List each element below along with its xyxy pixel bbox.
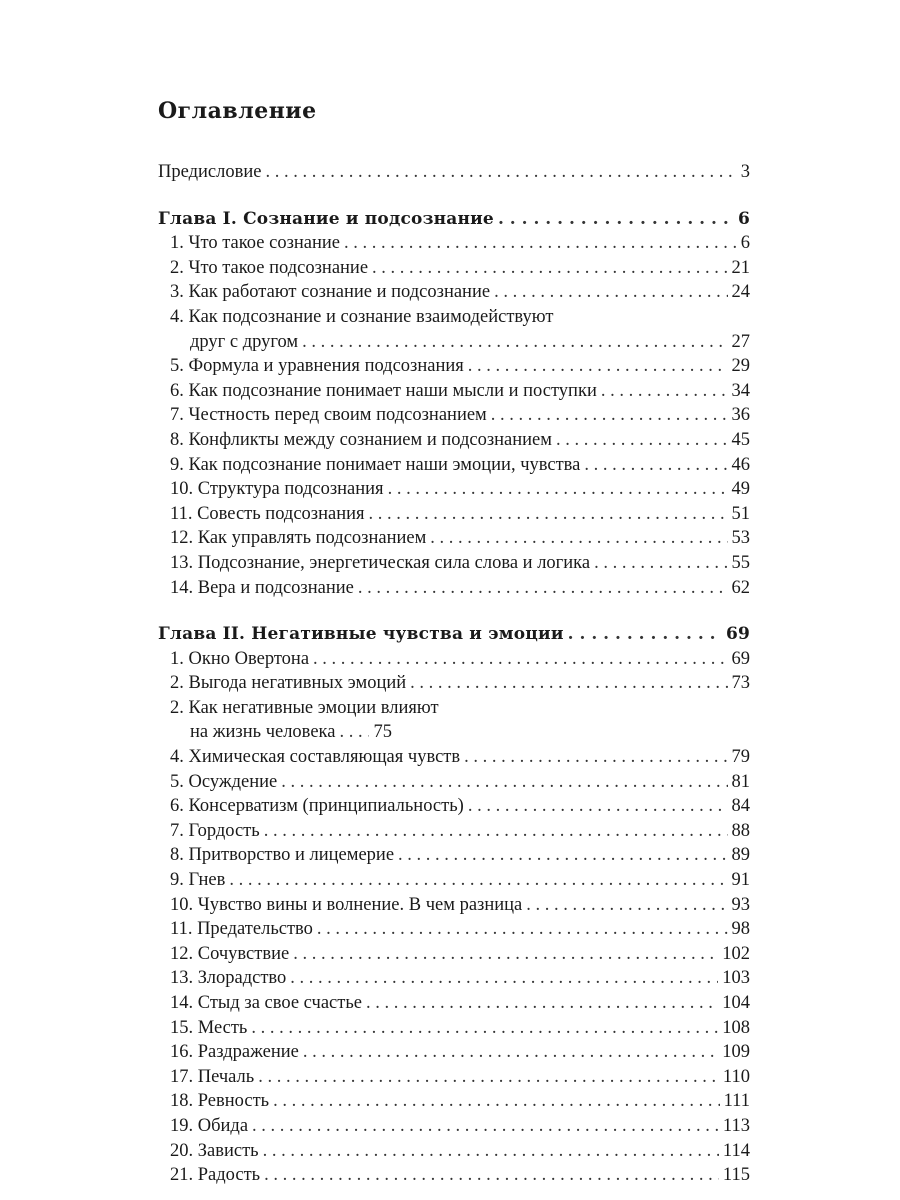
leader-dots (366, 991, 718, 1016)
toc-item-label: 6. Как подсознание понимает наши мысли и поступки (170, 380, 597, 401)
leader-dots (468, 354, 728, 379)
toc-chapter-2-heading (158, 622, 750, 647)
leader-dots (251, 1016, 718, 1041)
toc-item-page: 45 (731, 429, 750, 450)
toc-item-page: 46 (731, 454, 750, 475)
leader-dots (263, 1139, 719, 1164)
leader-dots (339, 720, 369, 745)
toc-item-label: 10. Структура подсознания (170, 479, 384, 500)
toc-item (158, 1065, 750, 1090)
toc-item-label: 21. Радость (170, 1165, 261, 1186)
leader-dots (258, 1065, 719, 1090)
table-of-contents (158, 96, 750, 1188)
toc-item-label: 5. Осуждение (170, 771, 278, 792)
leader-dots (252, 1114, 719, 1139)
toc-item-label: 10. Чувство вины и волнение. В чем разница (170, 894, 523, 915)
toc-item-continuation (158, 330, 750, 355)
toc-item (158, 696, 750, 721)
toc-item (158, 305, 750, 330)
toc-item-label: 4. Как подсознание и сознание взаимодействуют (170, 306, 554, 327)
leader-dots (430, 526, 727, 551)
toc-entry-page: 3 (740, 162, 750, 182)
toc-item-label: 13. Злорадство (170, 968, 287, 989)
toc-item-label: 8. Конфликты между сознанием и подсознанием (170, 429, 552, 450)
toc-item-page: 110 (722, 1066, 750, 1087)
toc-item-page: 103 (722, 968, 750, 989)
toc-entry-label: Предисловие (158, 162, 262, 182)
leader-dots (265, 160, 736, 185)
toc-item-continuation (158, 720, 750, 745)
toc-item-page: 81 (731, 771, 750, 792)
toc-item-page: 75 (373, 722, 392, 743)
toc-item-label: 9. Гнев (170, 870, 226, 891)
toc-item (158, 1016, 750, 1041)
leader-dots (273, 1089, 720, 1114)
toc-item-page: 102 (722, 943, 750, 964)
toc-item-label: 2. Выгода негативных эмоций (170, 673, 407, 694)
toc-item-page: 114 (722, 1140, 750, 1161)
toc-item-page: 89 (731, 845, 750, 866)
chapter-label: Глава I. Сознание и подсознание (158, 208, 494, 229)
toc-item (158, 1089, 750, 1114)
toc-item-label: 11. Совесть подсознания (170, 503, 365, 524)
toc-item-label: 19. Обида (170, 1115, 249, 1136)
toc-item-label: 7. Гордость (170, 820, 260, 841)
leader-dots (594, 551, 727, 576)
toc-chapter-1-heading (158, 207, 750, 232)
toc-item (158, 770, 750, 795)
toc-item-label: 13. Подсознание, энергетическая сила слова и логика (170, 552, 591, 573)
toc-item (158, 966, 750, 991)
leader-dots (410, 671, 727, 696)
toc-item-label: 4. Химическая составляющая чувств (170, 747, 461, 768)
toc-item (158, 502, 750, 527)
leader-dots (601, 379, 728, 404)
toc-item (158, 1040, 750, 1065)
toc-item-page: 55 (731, 552, 750, 573)
toc-item-label: 1. Что такое сознание (170, 233, 341, 254)
toc-item-label: 20. Зависть (170, 1140, 259, 1161)
toc-item-label: 11. Предательство (170, 919, 313, 940)
toc-item-label: 8. Притворство и лицемерие (170, 845, 395, 866)
leader-dots (369, 502, 728, 527)
toc-item-label: 3. Как работают сознание и подсознание (170, 282, 491, 303)
leader-dots (302, 330, 727, 355)
toc-title: Оглавление (158, 98, 317, 124)
toc-item-label: 18. Ревность (170, 1091, 270, 1112)
toc-item-label: 9. Как подсознание понимает наши эмоции, чувства (170, 454, 581, 475)
toc-item-page: 24 (731, 282, 750, 303)
leader-dots (229, 868, 727, 893)
leader-dots (293, 942, 718, 967)
leader-dots (556, 428, 728, 453)
leader-dots (317, 917, 728, 942)
toc-item (158, 1139, 750, 1164)
toc-item (158, 453, 750, 478)
section-gap (158, 185, 750, 207)
toc-item-label: на жизнь человека (190, 722, 336, 743)
toc-item (158, 893, 750, 918)
leader-dots (464, 745, 727, 770)
toc-item (158, 428, 750, 453)
chapter-1-items (158, 231, 750, 600)
toc-item-page: 53 (731, 528, 750, 549)
leader-dots (264, 1163, 719, 1188)
toc-item-label: 14. Стыд за свое счастье (170, 993, 362, 1013)
toc-item-label: 12. Сочувствие (170, 943, 290, 964)
toc-item-page: 93 (731, 894, 750, 915)
toc-item (158, 794, 750, 819)
toc-item (158, 526, 750, 551)
toc-item-label: 17. Печаль (170, 1066, 255, 1087)
chapter-2-items (158, 647, 750, 1188)
chapter-label: Глава II. Негативные чувства и эмоции (158, 624, 564, 645)
toc-item-label: 6. Консерватизм (принципиальность) (170, 796, 464, 817)
toc-item-page: 49 (731, 479, 750, 500)
toc-item (158, 647, 750, 672)
toc-item (158, 231, 750, 256)
toc-item-page: 108 (722, 1017, 750, 1038)
toc-item (158, 551, 750, 576)
leader-dots (494, 280, 727, 305)
leader-dots (303, 1040, 718, 1065)
section-gap (158, 600, 750, 622)
toc-item-label: 15. Месть (170, 1017, 248, 1038)
toc-item-label: 7. Честность перед своим подсознанием (170, 405, 487, 426)
leader-dots (344, 231, 737, 256)
toc-item (158, 745, 750, 770)
toc-item (158, 280, 750, 305)
toc-item-page: 84 (731, 796, 750, 817)
toc-item-page: 111 (723, 1091, 750, 1112)
chapter-page: 6 (737, 208, 750, 229)
leader-dots (398, 843, 727, 868)
toc-item (158, 354, 750, 379)
toc-item-page: 6 (740, 233, 750, 254)
toc-item-page: 36 (731, 405, 750, 426)
toc-item-page: 88 (731, 820, 750, 841)
toc-item-page: 51 (731, 503, 750, 524)
toc-item-page: 115 (722, 1165, 750, 1186)
toc-item (158, 843, 750, 868)
toc-item-label: 16. Раздражение (170, 1042, 299, 1063)
toc-item-label: друг с другом (190, 331, 299, 352)
toc-item-page: 113 (722, 1115, 750, 1136)
toc-item-page: 29 (731, 356, 750, 377)
toc-item (158, 671, 750, 696)
toc-item-page: 98 (731, 919, 750, 940)
leader-dots (388, 477, 728, 502)
toc-item-label: 12. Как управлять подсознанием (170, 528, 427, 549)
toc-item-page: 21 (731, 257, 750, 278)
toc-item-label: 5. Формула и уравнения подсознания (170, 356, 464, 377)
leader-dots (498, 207, 734, 232)
toc-item (158, 1163, 750, 1188)
leader-dots (290, 966, 718, 991)
toc-item-page: 34 (731, 380, 750, 401)
toc-item (158, 403, 750, 428)
leader-dots (584, 453, 727, 478)
toc-item-page: 69 (731, 648, 750, 669)
toc-item (158, 819, 750, 844)
toc-item-page: 91 (731, 870, 750, 891)
toc-entry-preface (158, 160, 750, 185)
leader-dots (568, 622, 722, 647)
toc-item (158, 942, 750, 967)
toc-item (158, 379, 750, 404)
toc-item-label: 2. Как негативные эмоции влияют (170, 697, 439, 718)
toc-item-label: 14. Вера и подсознание (170, 577, 354, 598)
leader-dots (491, 403, 728, 428)
leader-dots (526, 893, 727, 918)
leader-dots (372, 256, 727, 281)
toc-item-label: 2. Что такое подсознание (170, 257, 369, 278)
leader-dots (281, 770, 727, 795)
leader-dots (468, 794, 728, 819)
toc-item-page: 104 (722, 993, 750, 1013)
toc-item-page: 73 (731, 673, 750, 694)
leader-dots (264, 819, 728, 844)
toc-item-label: 1. Окно Овертона (170, 648, 310, 669)
leader-dots (313, 647, 727, 672)
toc-item-page: 27 (731, 331, 750, 352)
leader-dots (358, 576, 728, 601)
toc-item (158, 256, 750, 281)
toc-item (158, 576, 750, 601)
toc-item (158, 917, 750, 942)
toc-item (158, 991, 750, 1016)
toc-item (158, 1114, 750, 1139)
toc-item (158, 868, 750, 893)
chapter-page: 69 (725, 624, 750, 645)
toc-item-page: 79 (731, 747, 750, 768)
toc-item-page: 109 (722, 1042, 750, 1063)
toc-item (158, 477, 750, 502)
toc-item-page: 62 (731, 577, 750, 598)
